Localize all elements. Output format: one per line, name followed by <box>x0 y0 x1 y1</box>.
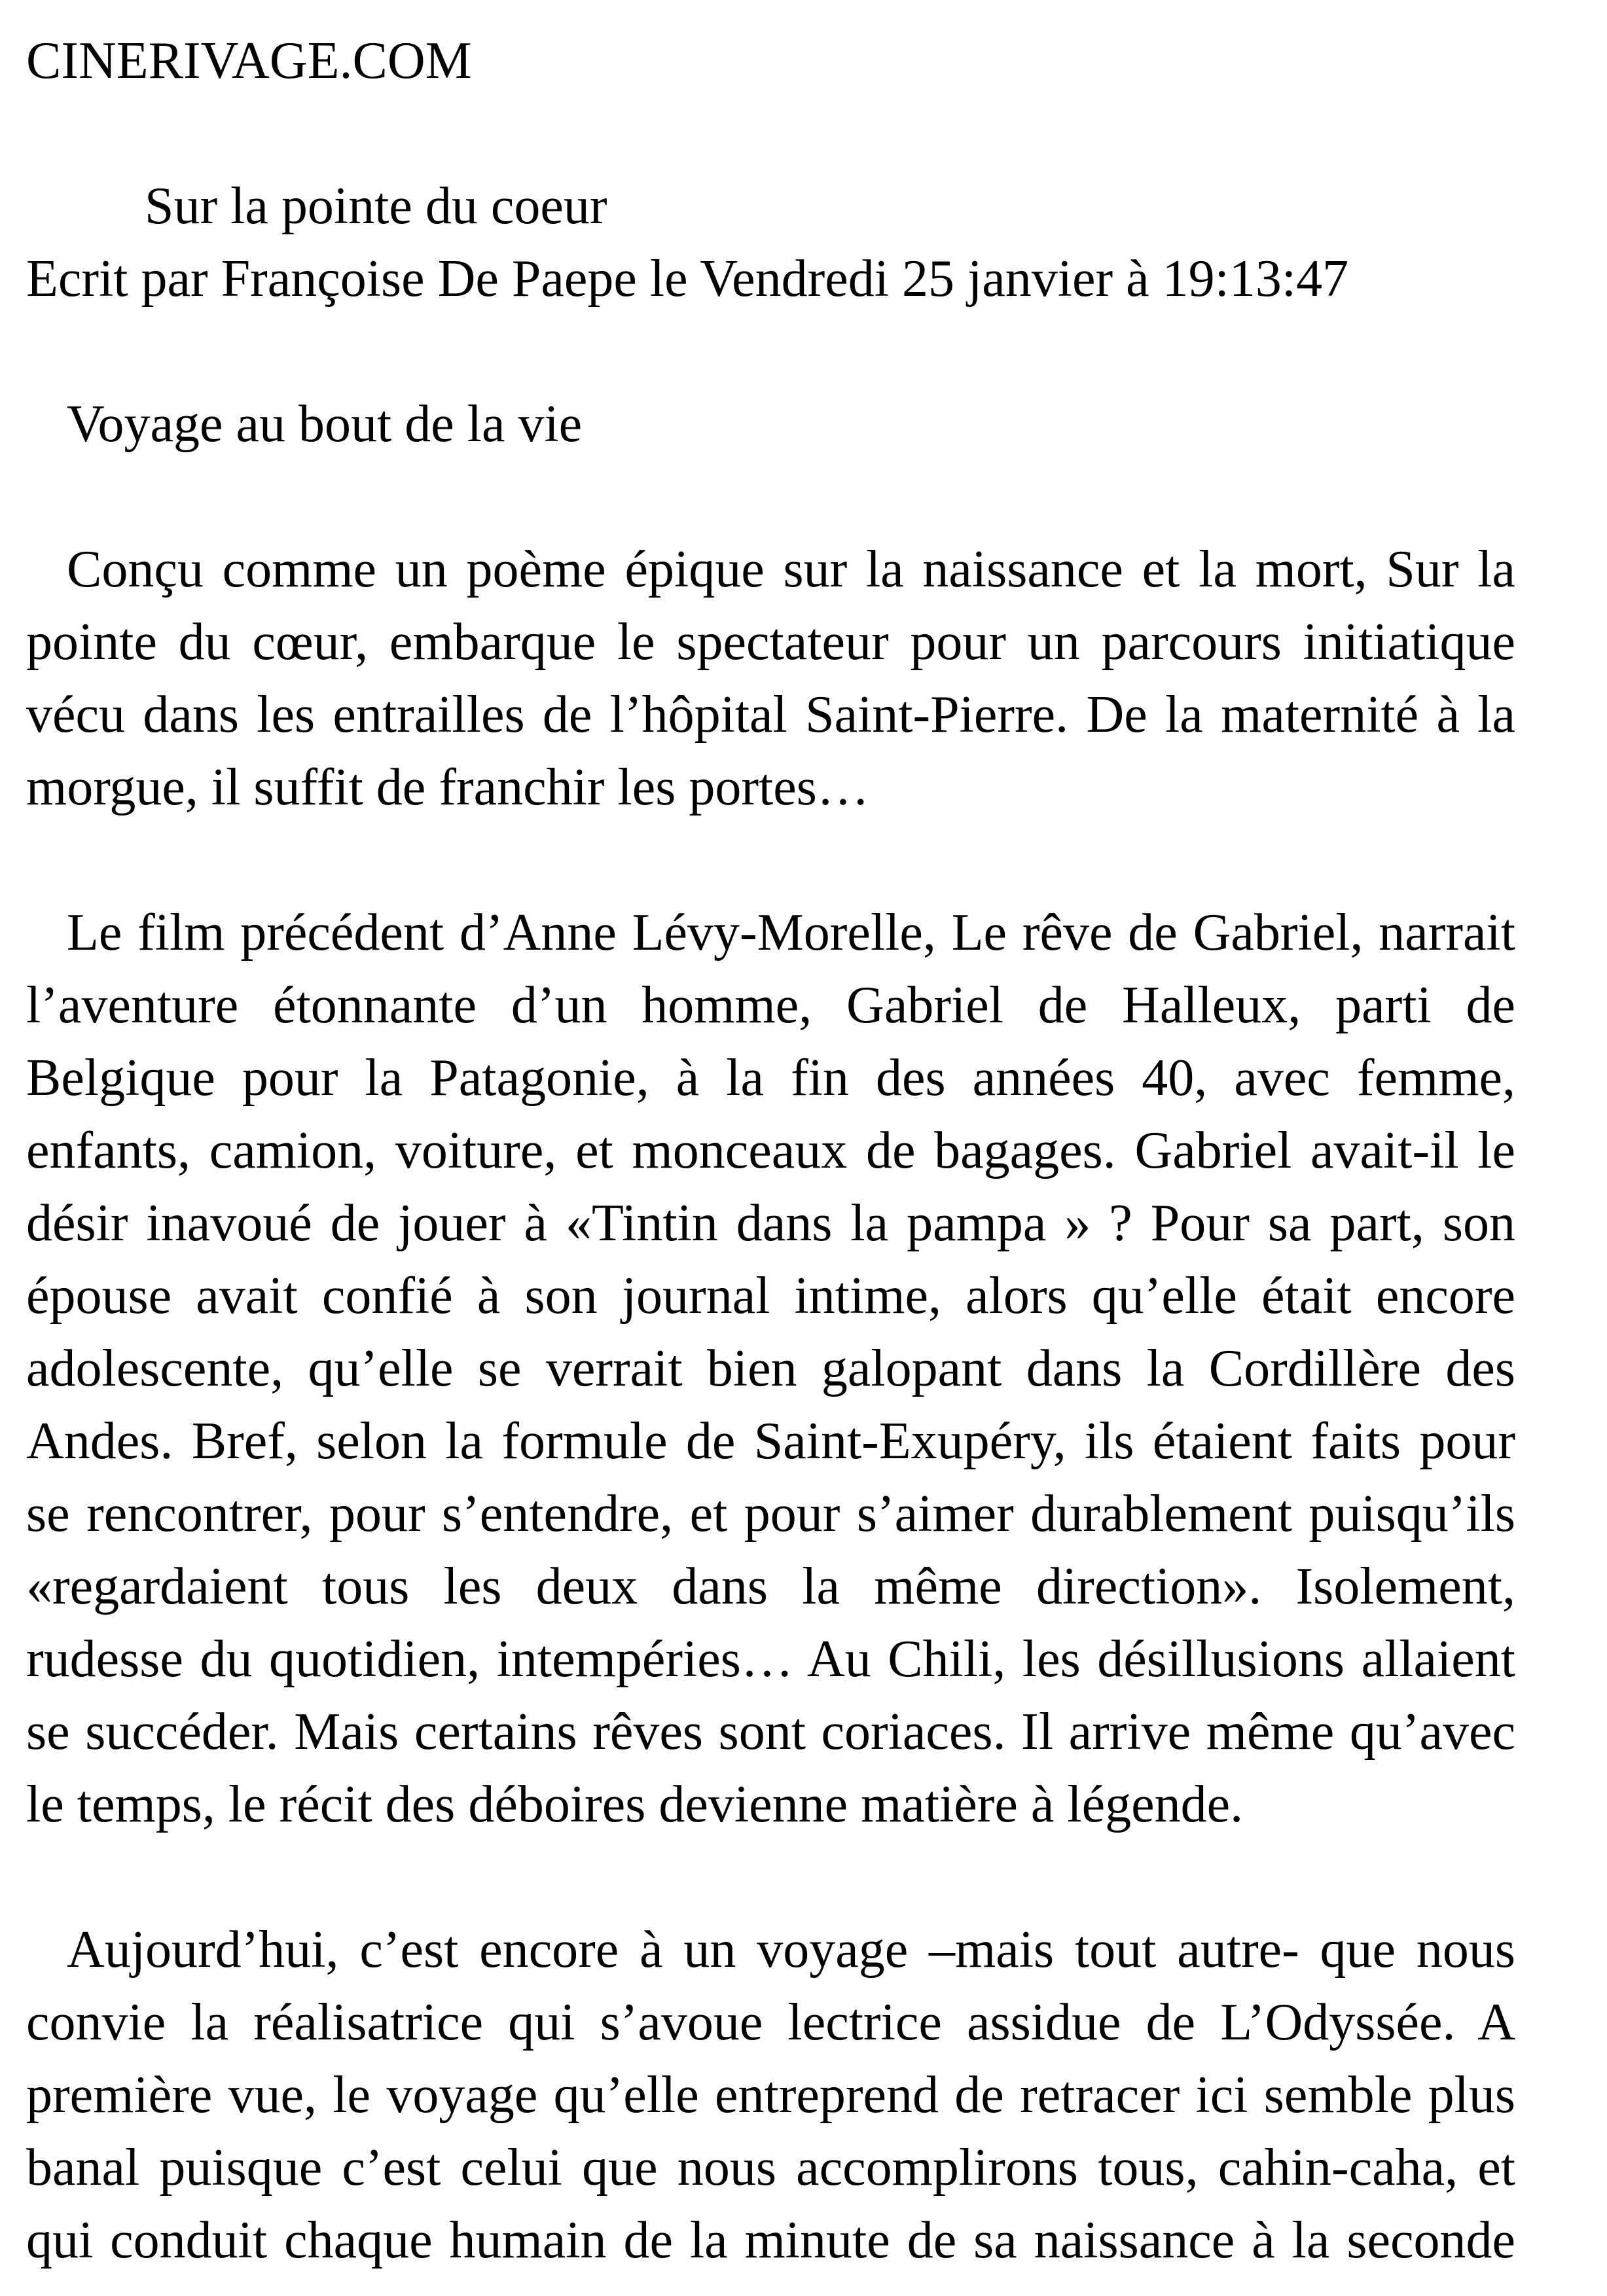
paragraph-line: Belgique pour la Patagonie, à la fin des années 40, avec femme, <box>26 1049 1515 1107</box>
spacer <box>26 98 1515 170</box>
paragraph-line: «regardaient tous les deux dans la même direction». Isolement, <box>26 1558 1515 1615</box>
paragraph-line: se rencontrer, pour s’entendre, et pour s’aimer durablement puisqu’ils <box>26 1485 1515 1543</box>
paragraph-line: Aujourd’hui, c’est encore à un voyage –mais tout autre- que nous <box>67 1921 1515 1979</box>
paragraph-line: l’aventure étonnante d’un homme, Gabriel de Halleux, parti de <box>26 977 1515 1034</box>
spacer <box>26 824 1515 897</box>
paragraph-line: Le film précédent d’Anne Lévy-Morelle, Le rêve de Gabriel, narrait <box>67 904 1515 961</box>
paragraph-line: morgue, il suffit de franchir les portes… <box>26 759 869 816</box>
paragraph-line: se succéder. Mais certains rêves sont coriaces. Il arrive même qu’avec <box>26 1703 1515 1761</box>
paragraph-line: qui conduit chaque humain de la minute de sa naissance à la seconde <box>26 2212 1515 2269</box>
paragraph-line: vécu dans les entrailles de l’hôpital Saint-Pierre. De la maternité à la <box>26 686 1515 744</box>
spacer <box>26 1841 1515 1914</box>
paragraph-line: le temps, le récit des déboires devienne matière à légende. <box>26 1776 1244 1833</box>
paragraph-line: épouse avait confié à son journal intime, alors qu’elle était encore <box>26 1267 1515 1325</box>
paragraph-line: Andes. Bref, selon la formule de Saint-Exupéry, ils étaient faits pour <box>26 1412 1515 1470</box>
paragraph-line: banal puisque c’est celui que nous accomplirons tous, cahin-caha, et <box>26 2139 1515 2197</box>
spacer <box>26 461 1515 533</box>
article-paragraph <box>26 1914 1515 2277</box>
paragraph-line: rudesse du quotidien, intempéries… Au Chili, les désillusions allaient <box>26 1630 1515 1688</box>
paragraph-line: enfants, camion, voiture, et monceaux de bagages. Gabriel avait-il le <box>26 1122 1515 1179</box>
article-subtitle: Voyage au bout de la vie <box>67 395 583 453</box>
article-paragraph <box>26 897 1515 1841</box>
spacer <box>26 315 1515 388</box>
site-name: CINERIVAGE.COM <box>26 32 472 90</box>
paragraph-line: pointe du cœur, embarque le spectateur pour un parcours initiatique <box>26 613 1515 671</box>
document-page <box>26 25 1515 2277</box>
paragraph-line: Conçu comme un poème épique sur la naissance et la mort, Sur la <box>67 541 1515 598</box>
paragraph-line: première vue, le voyage qu’elle entreprend de retracer ici semble plus <box>26 2066 1515 2124</box>
article-title: Sur la pointe du coeur <box>145 177 607 235</box>
article-byline: Ecrit par Françoise De Paepe le Vendredi 25 janvier à 19:13:47 <box>26 250 1349 308</box>
article-paragraph <box>26 533 1515 824</box>
paragraph-line: convie la réalisatrice qui s’avoue lectrice assidue de L’Odyssée. A <box>26 1994 1515 2051</box>
paragraph-line: adolescente, qu’elle se verrait bien galopant dans la Cordillère des <box>26 1340 1515 1397</box>
paragraph-line: désir inavoué de jouer à «Tintin dans la pampa » ? Pour sa part, son <box>26 1194 1515 1252</box>
article-body <box>26 533 1515 2277</box>
